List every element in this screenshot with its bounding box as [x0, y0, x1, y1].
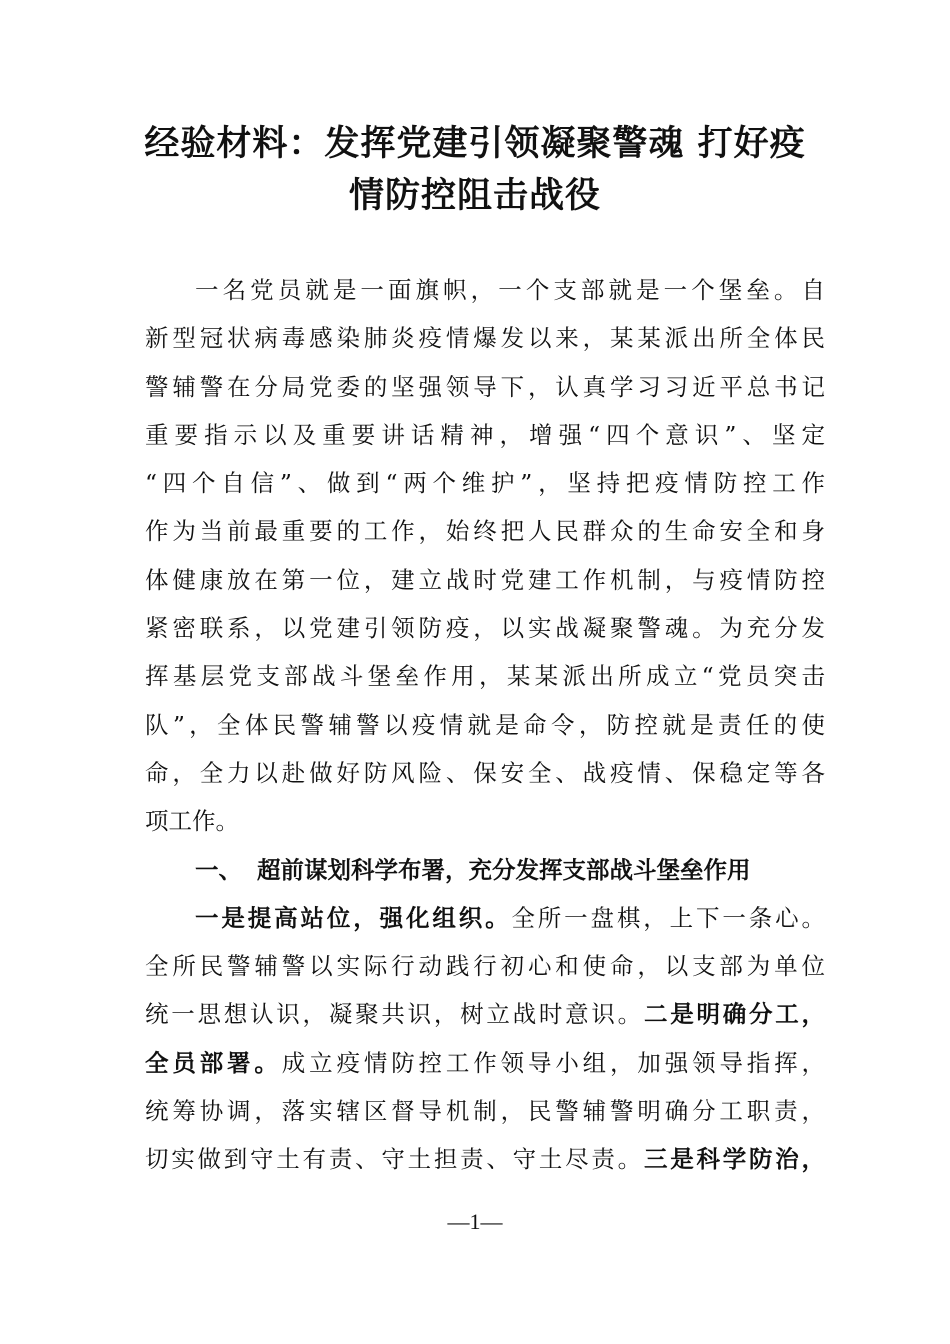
text-line: 新型冠状病毒感染肺炎疫情爆发以来，某某派出所全体民 — [145, 324, 825, 353]
text-line: 紧密联系，以党建引领防疫，以实战凝聚警魂。为充分发 — [145, 614, 825, 643]
bold-lead: 二是明确分工， — [643, 1000, 826, 1029]
text-line: 统一思想认识，凝聚共识，树立战时意识。二是明确分工， — [145, 1000, 826, 1029]
text-line: 切实做到守土有责、守土担责、守土尽责。三是科学防治， — [145, 1145, 826, 1174]
document-body — [145, 266, 825, 1184]
text-line: 挥基层党支部战斗堡垒作用，某某派出所成立“党员突击 — [145, 662, 825, 691]
text-line: 命，全力以赴做好防风险、保安全、战疫情、保稳定等各 — [145, 758, 825, 787]
text-line: 统筹协调，落实辖区督导机制，民警辅警明确分工职责， — [145, 1097, 825, 1126]
title-line-1: 经验材料：发挥党建引领凝聚警魂 打好疫 — [144, 123, 806, 164]
text-line: 队”，全体民警辅警以疫情就是命令，防控就是责任的使 — [145, 710, 825, 739]
bold-lead: 全员部署。 — [145, 1048, 282, 1077]
section-heading — [145, 846, 825, 894]
bold-lead: 三是科学防治， — [643, 1145, 826, 1174]
text-line: 警辅警在分局党委的坚强领导下，认真学习习近平总书记 — [145, 372, 825, 401]
text-line: 一是提高站位，强化组织。全所一盘棋，上下一条心。 — [195, 903, 826, 932]
text-line: “四个自信”、做到“两个维护”，坚持把疫情防控工作 — [145, 469, 825, 498]
paragraph-intro — [145, 266, 825, 846]
text-line: 全所民警辅警以实际行动践行初心和使命，以支部为单位 — [145, 952, 825, 981]
text-line: 作为当前最重要的工作，始终把人民群众的生命安全和身 — [145, 517, 825, 546]
text-line: 一名党员就是一面旗帜，一个支部就是一个堡垒。自 — [195, 276, 825, 304]
section-heading-text: 超前谋划科学布署，充分发挥支部战斗堡垒作用 — [257, 855, 751, 884]
paragraph-section-1 — [145, 894, 825, 1184]
document-title — [100, 118, 850, 222]
text-line: 全员部署。成立疫情防控工作领导小组，加强领导指挥， — [145, 1048, 826, 1077]
text-line: 项工作。 — [145, 807, 239, 836]
text-line: 重要指示以及重要讲话精神，增强“四个意识”、坚定 — [145, 420, 825, 449]
bold-lead: 一是提高站位，强化组织。 — [195, 903, 512, 932]
page-number: —1— — [447, 1209, 503, 1234]
title-line-2: 情防控阻击战役 — [348, 175, 601, 216]
section-number: 一、 — [195, 855, 242, 884]
text-line: 体健康放在第一位，建立战时党建工作机制，与疫情防控 — [145, 565, 825, 594]
